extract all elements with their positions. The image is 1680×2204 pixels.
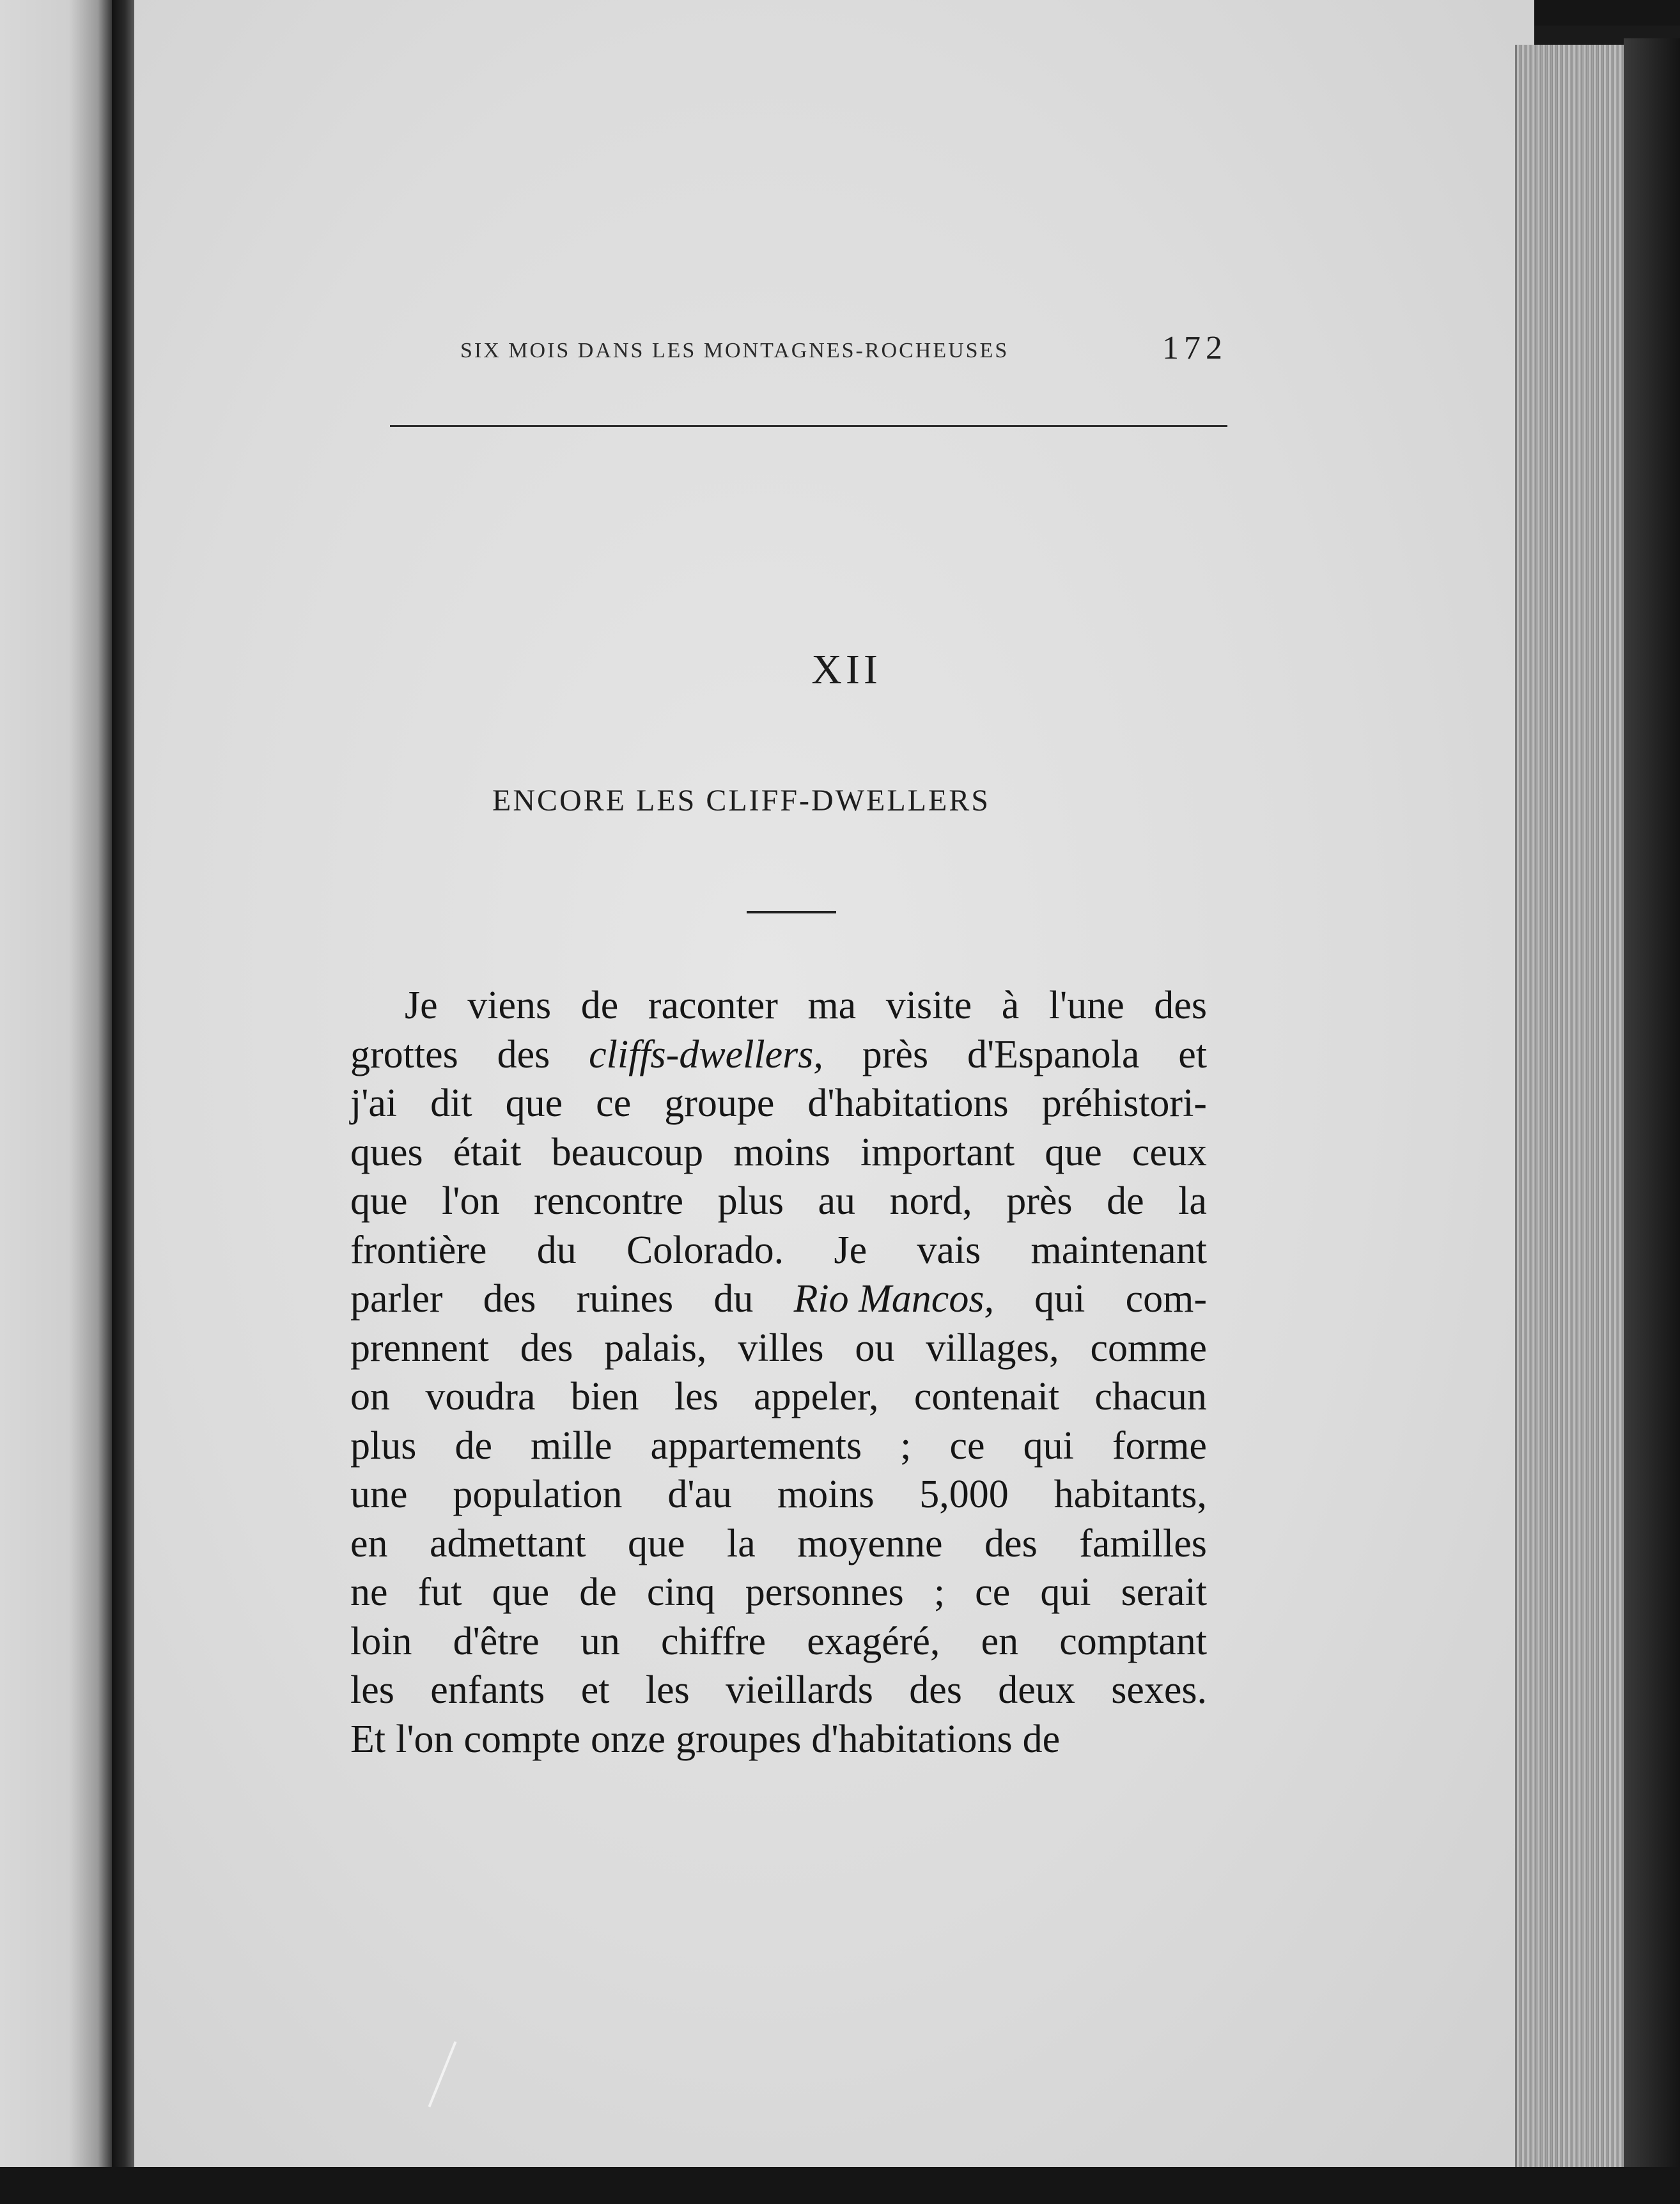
word: j'ai: [350, 1082, 398, 1125]
word: l'on: [396, 1717, 454, 1761]
word: groupe: [664, 1082, 775, 1125]
page-block-edges: [1515, 45, 1626, 2167]
chapter-number: [0, 646, 1680, 694]
body-paragraph: [350, 981, 1207, 1764]
word: personnes: [745, 1571, 904, 1614]
word: Je: [405, 984, 438, 1027]
page-number: 172: [1162, 330, 1227, 366]
text-line: [350, 1519, 1207, 1569]
word: d'Espanola: [967, 1032, 1140, 1076]
scan-border-bottom: [0, 2167, 1680, 2204]
word: appeler,: [754, 1375, 879, 1418]
word: comptant: [1059, 1619, 1207, 1663]
word: villes: [738, 1326, 824, 1370]
text-line: [350, 1666, 1207, 1715]
word: grottes: [350, 1032, 458, 1076]
word: admettant: [430, 1521, 586, 1565]
word: d'être: [453, 1619, 540, 1663]
word: cliffs-dwellers,: [589, 1032, 823, 1076]
word: prennent: [350, 1326, 489, 1370]
word: la: [1178, 1179, 1207, 1223]
word: près: [1006, 1179, 1073, 1223]
chapter-title: ENCORE LES CLIFF-DWELLERS: [492, 784, 990, 818]
facing-page-edge: [0, 0, 115, 2204]
word: préhistori-: [1041, 1082, 1207, 1125]
word: voudra: [425, 1375, 536, 1418]
word: comme: [1090, 1326, 1207, 1370]
word: du: [713, 1277, 754, 1321]
word: ou: [855, 1326, 895, 1370]
word: d'habitations: [811, 1717, 1013, 1761]
word: palais,: [604, 1326, 707, 1370]
word: moyenne: [797, 1521, 943, 1565]
word: des: [984, 1521, 1038, 1565]
word: qui: [1023, 1424, 1074, 1468]
word: ques: [350, 1130, 423, 1174]
word: au: [818, 1179, 856, 1223]
word: de: [1107, 1179, 1144, 1223]
word: ce: [596, 1082, 632, 1125]
word: dit: [430, 1082, 472, 1125]
word: les: [645, 1668, 690, 1712]
word: l'une: [1048, 984, 1124, 1027]
word: forme: [1112, 1424, 1207, 1468]
word: une: [350, 1473, 408, 1516]
word: cinq: [646, 1571, 715, 1614]
text-line: [350, 1715, 1207, 1764]
word: des: [483, 1277, 536, 1321]
word: nord,: [889, 1179, 972, 1223]
text-line: [350, 1030, 1207, 1080]
word: ;: [900, 1424, 912, 1468]
word: fut: [417, 1571, 462, 1614]
word: plus: [350, 1424, 417, 1468]
word: moins: [733, 1130, 830, 1174]
word: des: [909, 1668, 962, 1712]
word: vieillards: [726, 1668, 873, 1712]
word: que: [628, 1521, 685, 1565]
word: mille: [531, 1424, 612, 1468]
text-line: [350, 981, 1207, 1030]
text-line: [350, 1422, 1207, 1471]
word: et: [580, 1668, 610, 1712]
word: rencontre: [534, 1179, 684, 1223]
text-line: [350, 1275, 1207, 1324]
word: onze: [591, 1717, 666, 1761]
word: était: [453, 1130, 522, 1174]
word: plus: [717, 1179, 784, 1223]
word: habitants,: [1054, 1473, 1207, 1516]
word: population: [453, 1473, 623, 1516]
scan-border-right: [1624, 38, 1680, 2173]
word: ce: [975, 1571, 1011, 1614]
word: visite: [885, 984, 972, 1027]
word: que: [1045, 1130, 1102, 1174]
word: ce: [949, 1424, 985, 1468]
word: moins: [777, 1473, 875, 1516]
chapter-number-text: XII: [811, 646, 882, 693]
word: la: [727, 1521, 756, 1565]
word: ne: [350, 1571, 388, 1614]
word: du: [536, 1228, 577, 1272]
word: villages,: [926, 1326, 1059, 1370]
word: com-: [1125, 1277, 1207, 1321]
word: raconter: [648, 984, 778, 1027]
text-line: [350, 1177, 1207, 1226]
word: les: [674, 1375, 719, 1418]
word: important: [860, 1130, 1015, 1174]
word: que: [505, 1082, 563, 1125]
word: chacun: [1094, 1375, 1207, 1418]
word: deux: [998, 1668, 1075, 1712]
word: ;: [933, 1571, 945, 1614]
word: qui: [1040, 1571, 1091, 1614]
word: contenait: [914, 1375, 1060, 1418]
word: vais: [917, 1228, 981, 1272]
word: ceux: [1132, 1130, 1207, 1174]
text-line: [350, 1372, 1207, 1422]
book-gutter: [112, 0, 137, 2204]
chapter-title-rule: [747, 911, 836, 913]
text-line: [350, 1128, 1207, 1177]
word: de: [579, 1571, 617, 1614]
running-title: SIX MOIS DANS LES MONTAGNES-ROCHEUSES: [460, 339, 1009, 362]
word: que: [492, 1571, 550, 1614]
word: de: [580, 984, 619, 1027]
word: frontière: [350, 1228, 487, 1272]
word: parler: [350, 1277, 443, 1321]
text-line: [350, 1470, 1207, 1519]
word: des: [520, 1326, 573, 1370]
word: sexes.: [1111, 1668, 1207, 1712]
text-line: [350, 1226, 1207, 1275]
word: à: [1001, 984, 1020, 1027]
word: en: [981, 1619, 1019, 1663]
word: des: [497, 1032, 550, 1076]
word: que: [350, 1179, 408, 1223]
word: les: [350, 1668, 394, 1712]
text-line: [350, 1324, 1207, 1373]
word: enfants: [430, 1668, 545, 1712]
word: et: [1178, 1032, 1207, 1076]
word: de: [1022, 1717, 1061, 1761]
text-line: [350, 1079, 1207, 1128]
word: maintenant: [1031, 1228, 1207, 1272]
word: appartements: [650, 1424, 862, 1468]
word: compte: [463, 1717, 581, 1761]
word: qui: [1034, 1277, 1085, 1321]
word: Et: [350, 1717, 386, 1761]
word: de: [455, 1424, 492, 1468]
word: d'au: [667, 1473, 733, 1516]
word: Colorado.: [626, 1228, 784, 1272]
word: des: [1154, 984, 1207, 1027]
word: l'on: [442, 1179, 500, 1223]
word: ruines: [576, 1277, 674, 1321]
word: groupes: [676, 1717, 802, 1761]
word: familles: [1079, 1521, 1207, 1565]
word: exagéré,: [807, 1619, 940, 1663]
text-line: [350, 1568, 1207, 1617]
word: on: [350, 1375, 390, 1418]
word: serait: [1121, 1571, 1207, 1614]
word: viens: [467, 984, 552, 1027]
word: un: [580, 1619, 620, 1663]
text-line: [350, 1617, 1207, 1666]
word: 5,000: [919, 1473, 1009, 1516]
word: d'habitations: [807, 1082, 1009, 1125]
word: beaucoup: [551, 1130, 704, 1174]
word: en: [350, 1521, 388, 1565]
word: ma: [807, 984, 857, 1027]
word: bien: [570, 1375, 639, 1418]
word: chiffre: [660, 1619, 766, 1663]
header-rule: [390, 425, 1227, 427]
word: loin: [350, 1619, 412, 1663]
word: Je: [834, 1228, 867, 1272]
word: Rio Mancos,: [793, 1277, 994, 1321]
word: près: [862, 1032, 929, 1076]
